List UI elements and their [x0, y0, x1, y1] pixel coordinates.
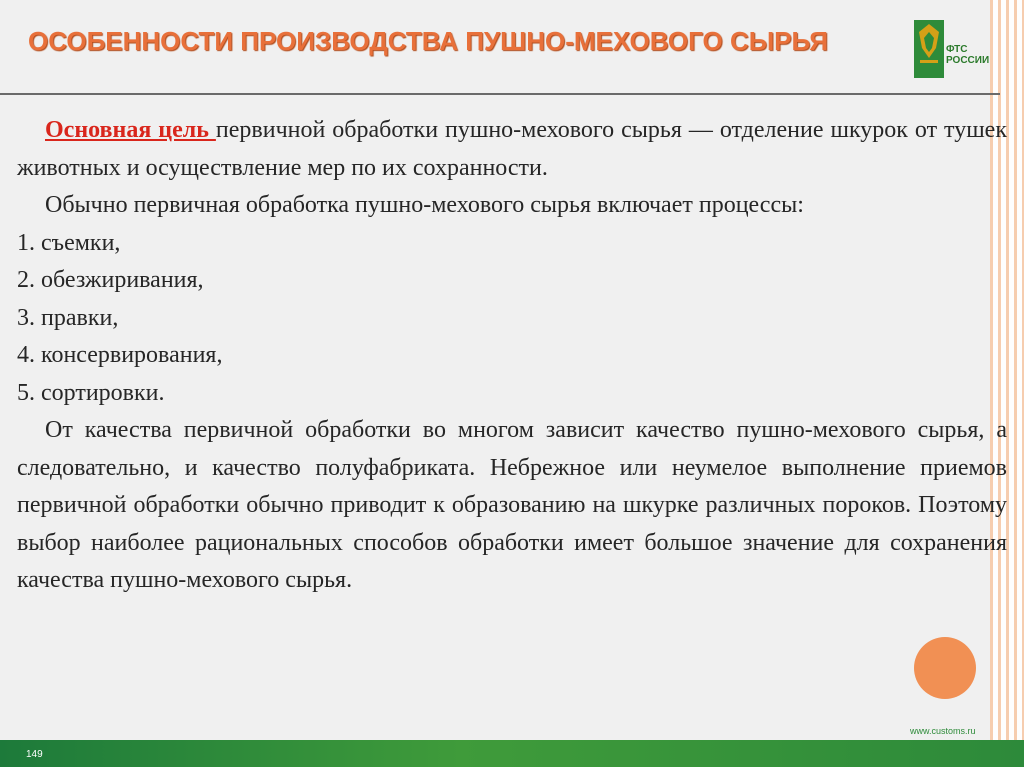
- list-item: 2. обезжиривания,: [17, 267, 204, 293]
- slide-body: [17, 112, 1007, 600]
- logo-text-line2: РОССИИ: [946, 55, 990, 66]
- list-item: 1. съемки,: [17, 229, 121, 256]
- list-item: 4. консервирования,: [17, 342, 223, 368]
- lead-phrase: Основная цель: [45, 117, 216, 143]
- paragraph-processes: Обычно первичная обработка пушно-мехового сырья включает процессы:: [45, 192, 804, 218]
- page-number: 149: [26, 749, 43, 760]
- paragraph-goal-text: первичной обработки пушно-мехового сырья — отделение шкурок от тушек животных и осуществление мер по их сохранности.: [17, 117, 1007, 181]
- title-divider: [0, 93, 1000, 95]
- footer-bar: [0, 740, 1024, 767]
- paragraph-goal: [17, 112, 1007, 187]
- decorative-circle: [914, 637, 976, 699]
- website-url: www.customs.ru: [910, 726, 976, 736]
- list-item: 5. сортировки.: [17, 379, 165, 406]
- logo-text: [946, 44, 989, 66]
- list-item: 3. правки,: [17, 304, 119, 331]
- paragraph-quality: От качества первичной обработки во многом зависит качество пушно-мехового сырья, а следовательно, и качество полуфабриката. Небрежное или неумелое выполнение приемов первичной обработки обычно приводит к образованию на шкурке различных пороков. Поэтому выбор наиболее рациональных способов обработки имеет большое значение для сохранения качества пушно-мехового сырья.: [17, 417, 1007, 593]
- page-title: ОСОБЕННОСТИ ПРОИЗВОДСТВА ПУШНО-МЕХОВОГО СЫРЬЯ: [28, 26, 828, 56]
- logo-text-line1: ФТС: [946, 44, 968, 55]
